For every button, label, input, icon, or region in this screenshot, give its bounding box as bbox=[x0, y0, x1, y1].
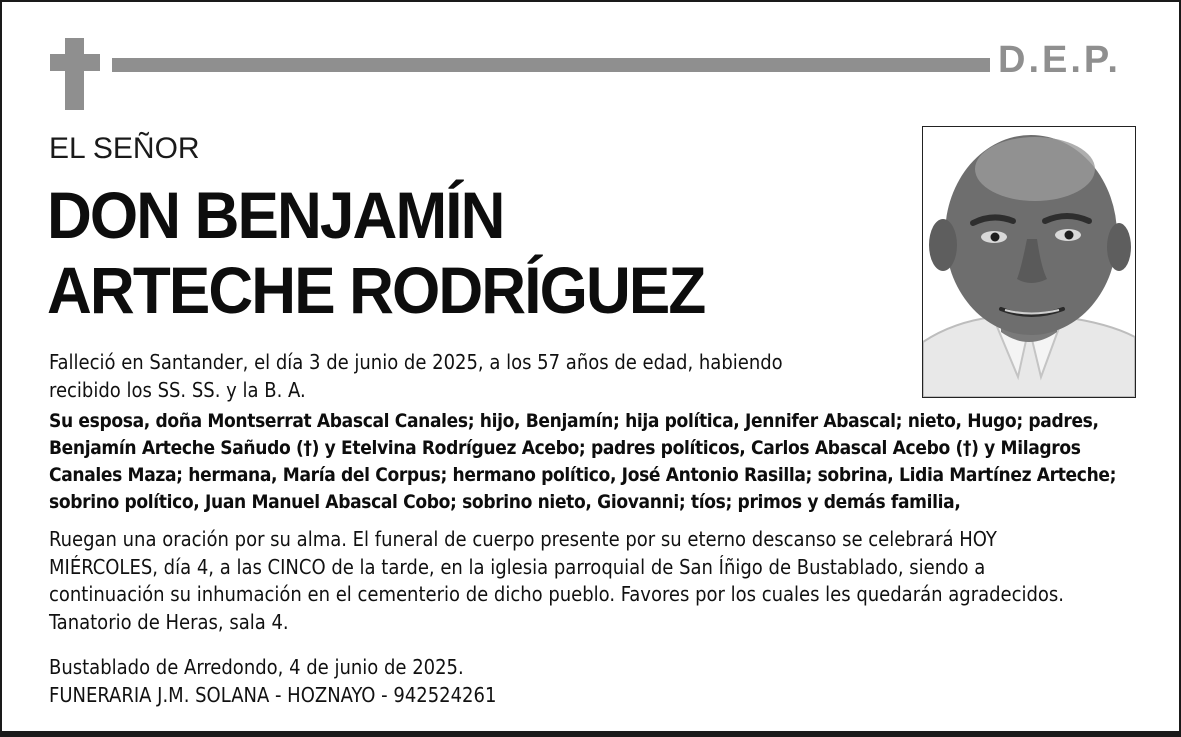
deceased-name-line-1: DON BENJAMÍN bbox=[47, 178, 504, 252]
funeral-home: FUNERARIA J.M. SOLANA - HOZNAYO - 942524261 bbox=[49, 683, 497, 707]
death-announcement bbox=[49, 348, 869, 404]
latin-cross-icon bbox=[50, 38, 100, 110]
funeral-details-line-4: Tanatorio de Heras, sala 4. bbox=[49, 609, 289, 634]
portrait-illustration bbox=[923, 127, 1135, 397]
family-list-line-3: Canales Maza; hermana, María del Corpus; hermano político, José Antonio Rasilla; sobrina, Lidia Martínez Arteche; bbox=[49, 464, 1117, 486]
family-list-line-1: Su esposa, doña Montserrat Abascal Canales; hijo, Benjamín; hija política, Jennifer Abascal; nieto, Hugo; padres, bbox=[49, 410, 1099, 432]
deceased-portrait-photo bbox=[922, 126, 1136, 398]
death-announcement-line-2: recibido los SS. SS. y la B. A. bbox=[49, 378, 306, 402]
family-list-line-2: Benjamín Arteche Sañudo (†) y Etelvina Rodríguez Acebo; padres políticos, Carlos Abascal Acebo (†) y Milagros bbox=[49, 437, 1081, 459]
funeral-details bbox=[49, 526, 1149, 636]
closing-info bbox=[49, 653, 949, 709]
deceased-name-line-2: ARTECHE RODRÍGUEZ bbox=[47, 253, 705, 327]
deceased-title: EL SEÑOR bbox=[49, 132, 200, 165]
deceased-name bbox=[47, 178, 704, 328]
family-list bbox=[49, 408, 1139, 516]
place-date: Bustablado de Arredondo, 4 de junio de 2025. bbox=[49, 655, 464, 679]
family-list-line-4: sobrino político, Juan Manuel Abascal Cobo; sobrino nieto, Giovanni; tíos; primos y demás familia, bbox=[49, 491, 961, 513]
funeral-details-line-3: continuación su inhumación en el cementerio de dicho pueblo. Favores por los cuales les quedarán agradecidos. bbox=[49, 582, 1065, 606]
funeral-details-line-2: MIÉRCOLES, día 4, a las CINCO de la tarde, en la iglesia parroquial de San Íñigo de Bustablado, siendo a bbox=[49, 554, 986, 579]
funeral-details-line-1: Ruegan una oración por su alma. El funeral de cuerpo presente por su eterno descanso se celebrará HOY bbox=[49, 527, 997, 551]
death-announcement-line-1: Falleció en Santander, el día 3 de junio de 2025, a los 57 años de edad, habiendo bbox=[49, 350, 783, 374]
header-rule bbox=[112, 58, 990, 72]
dep-label: D.E.P. bbox=[998, 39, 1121, 81]
